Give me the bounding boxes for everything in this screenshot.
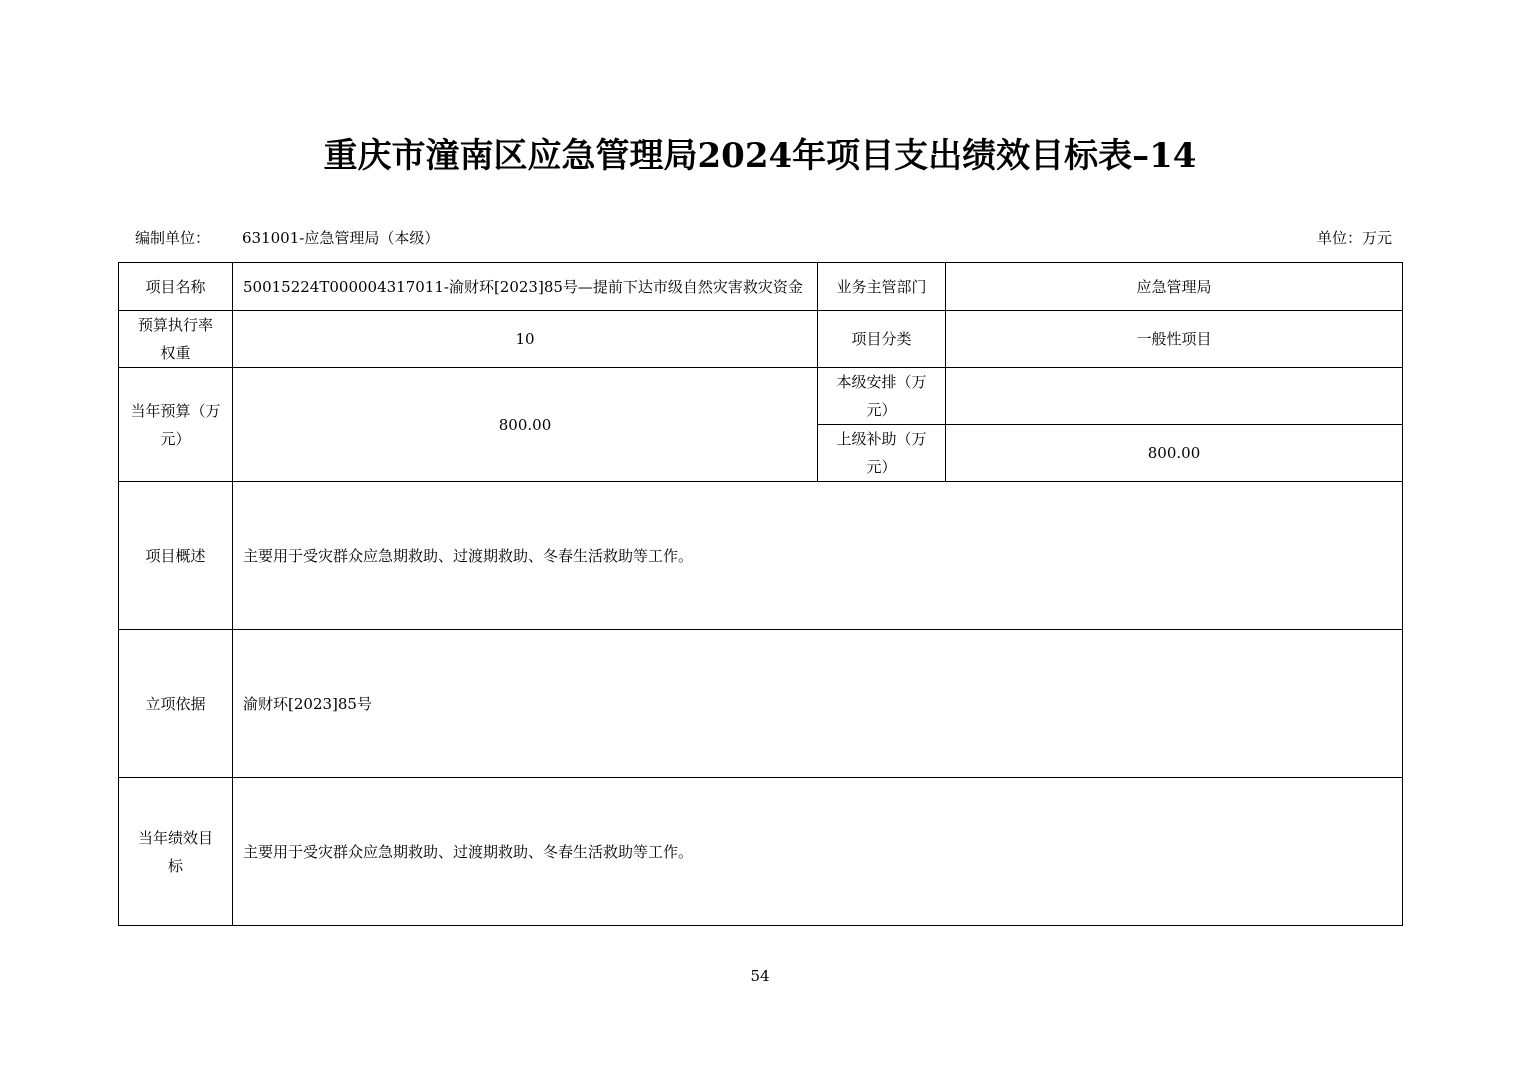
exec-rate-label [119, 311, 233, 368]
document-title: 重庆市潼南区应急管理局2024年项目支出绩效目标表–14 [323, 136, 1197, 176]
overview-value: 主要用于受灾群众应急期救助、过渡期救助、冬春生活救助等工作。 [233, 482, 1403, 630]
table-row [119, 263, 1403, 311]
upper-subsidy-value: 800.00 [946, 425, 1403, 482]
performance-table [118, 262, 1403, 926]
table-row [119, 482, 1403, 630]
prepared-by-value: 631001-应急管理局（本级） [242, 229, 440, 247]
annual-goal-label-line1: 当年绩效目 [137, 828, 213, 847]
local-arrangement-label-line2: 元） [866, 401, 897, 419]
currency-unit: 单位：万元 [1316, 229, 1392, 247]
upper-subsidy-label-line1: 上级补助（万 [836, 430, 927, 448]
exec-rate-label-line1: 预算执行率 [137, 316, 213, 334]
budget-label [119, 368, 233, 482]
category-label: 项目分类 [818, 311, 946, 368]
local-arrangement-label-line1: 本级安排（万 [836, 373, 927, 391]
exec-rate-label-line2: 权重 [160, 344, 191, 362]
upper-subsidy-label-line2: 元） [866, 458, 897, 476]
table-row [119, 368, 1403, 425]
annual-goal-label-line2: 标 [167, 856, 183, 875]
page-number: 54 [750, 967, 770, 985]
overview-label: 项目概述 [119, 482, 233, 630]
department-label: 业务主管部门 [818, 263, 946, 311]
department-value: 应急管理局 [946, 263, 1403, 311]
table-row [119, 311, 1403, 368]
annual-goal-value: 主要用于受灾群众应急期救助、过渡期救助、冬春生活救助等工作。 [233, 778, 1403, 926]
budget-label-line1: 当年预算（万 [130, 401, 221, 420]
upper-subsidy-label [818, 425, 946, 482]
basis-value: 渝财环[2023]85号 [233, 630, 1403, 778]
project-name-label: 项目名称 [119, 263, 233, 311]
local-arrangement-label [818, 368, 946, 425]
basis-label: 立项依据 [119, 630, 233, 778]
budget-label-line2: 元） [160, 429, 191, 448]
prepared-by-label: 编制单位： [135, 229, 211, 247]
project-name-value: 50015224T000004317011-渝财环[2023]85号—提前下达市级自然灾害救灾资金 [233, 263, 818, 311]
annual-goal-label [119, 778, 233, 926]
category-value: 一般性项目 [946, 311, 1403, 368]
table-row [119, 778, 1403, 926]
budget-value: 800.00 [233, 368, 818, 482]
exec-rate-value: 10 [233, 311, 818, 368]
table-row [119, 630, 1403, 778]
local-arrangement-value [946, 368, 1403, 425]
